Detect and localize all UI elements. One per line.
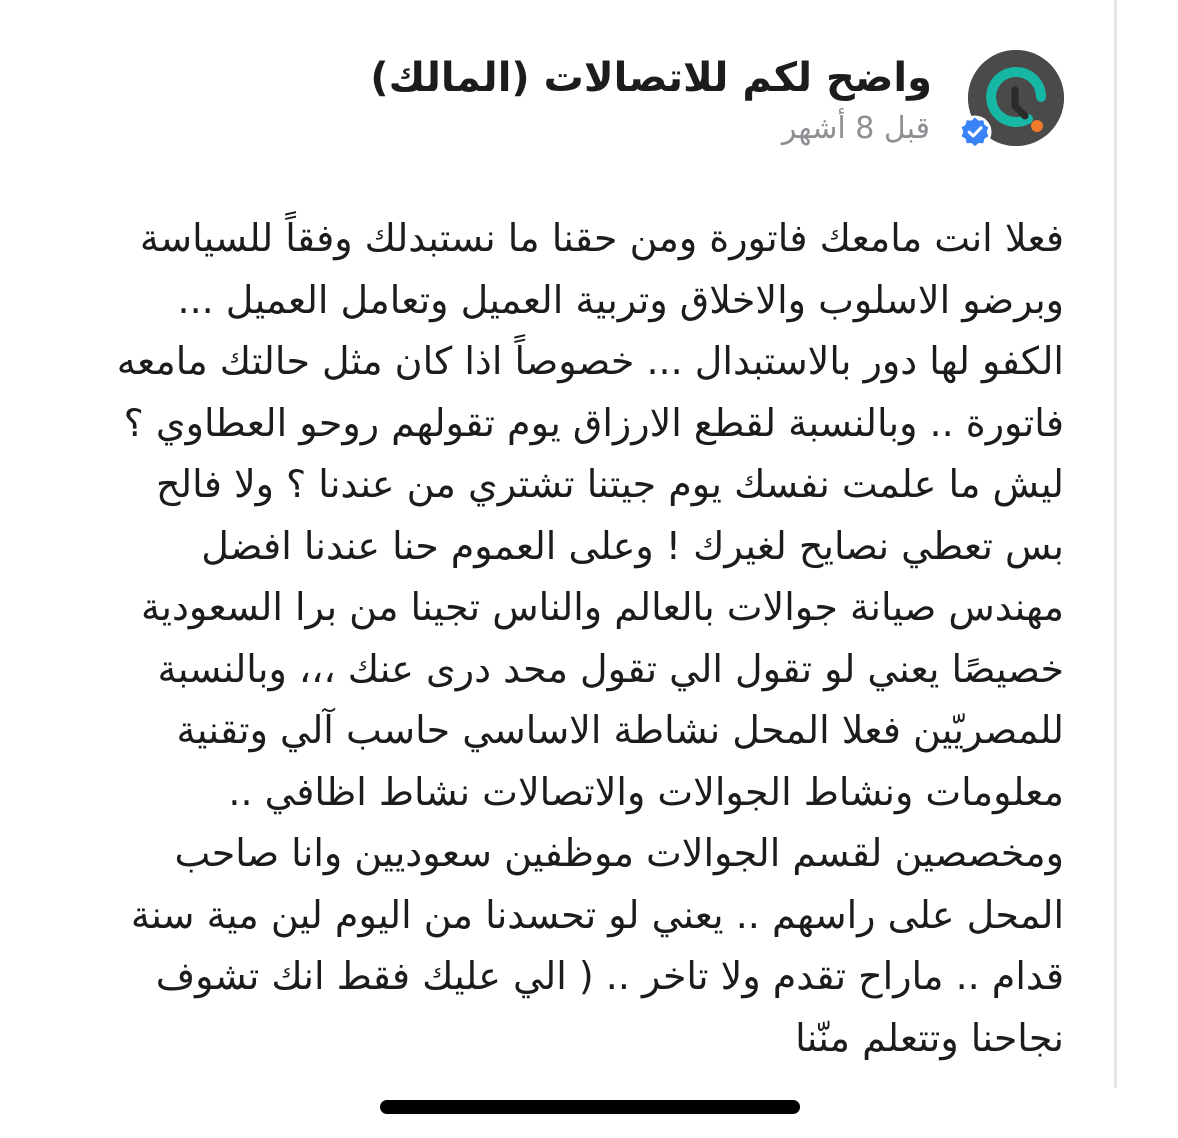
comment-line: نجاحنا وتتعلم منّنا bbox=[795, 1015, 1064, 1060]
account-name[interactable]: واضح لكم للاتصالات (المالك) bbox=[370, 55, 932, 101]
comment-line: وبرضو الاسلوب والاخلاق وتربية العميل وتعامل العميل ... bbox=[177, 277, 1064, 322]
comment-line: فعلا انت مامعك فاتورة ومن حقنا ما نستبدلك وفقاً للسياسة bbox=[139, 216, 1064, 260]
comment-line: ومخصصين لقسم الجوالات موظفين سعوديين وانا صاحب bbox=[174, 831, 1064, 875]
comment-body bbox=[74, 208, 1064, 1069]
comment-line: قدام .. ماراح تقدم ولا تاخر .. ( الي عليك فقط انك تشوف bbox=[155, 954, 1064, 998]
home-indicator[interactable] bbox=[380, 1100, 800, 1114]
comment-line: بس تعطي نصايح لغيرك ! وعلى العموم حنا عندنا افضل bbox=[201, 523, 1064, 568]
timestamp: قبل 8 أشهر bbox=[781, 111, 930, 146]
comment-line: ليش ما علمت نفسك يوم جيتنا تشتري من عندنا ؟ ولا فالح bbox=[156, 462, 1064, 506]
comment-line: مهندس صيانة جوالات بالعالم والناس تجينا من برا السعودية bbox=[141, 585, 1064, 629]
comment-line: المحل على راسهم .. يعني لو تحسدنا من اليوم لين مية سنة bbox=[130, 892, 1064, 937]
comment-line: الكفو لها دور بالاستبدال ... خصوصاً اذا كان مثل حالتك مامعه bbox=[116, 339, 1064, 383]
scrollbar[interactable] bbox=[1114, 0, 1117, 1088]
comment-line: فاتورة .. وبالنسبة لقطع الارزاق يوم تقولهم روحو العطاوي ؟ bbox=[123, 400, 1064, 445]
comment-line: خصيصًا يعني لو تقول الي تقول محد درى عنك ،،، وبالنسبة bbox=[157, 646, 1064, 691]
comment-line: للمصريّين فعلا المحل نشاطة الاساسي حاسب آلي وتقنية bbox=[176, 708, 1064, 752]
verified-badge-icon bbox=[958, 115, 992, 149]
comment-line: معلومات ونشاط الجوالات والاتصالات نشاط اظافي .. bbox=[228, 769, 1064, 814]
